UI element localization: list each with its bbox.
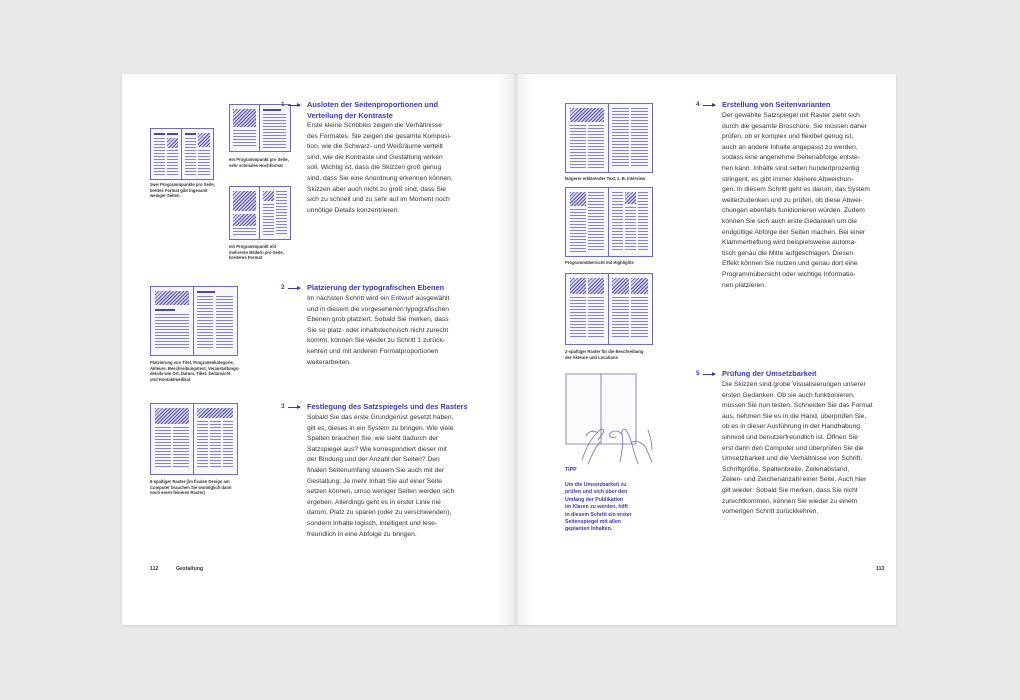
section-body: Der gewählte Satzspiegel mit Raster zieht sich durch die gesamte Broschüre. Sie müssen daher prüfen, ob er komplex und flexibel genug ist, auch an andere Inhalte angepasst zu werden, sodass eine angenehme Seitenabfolge entste- hen kann. Inhalte sind selten hundertprozentig stringent, es gibt immer kleinere Abweichun- gen. In diesem Schritt geht es darum, das System weiterzudenken und zu prüfen, ob diese Abwei- chungen ebenfalls funktionieren würden. Zudem können Sie sich auch erste Gedanken um die endgültige Abfolge der Seiten machen. Bei einer Klammerheftung wird beispielsweise automa- tisch genau die Mitte aufgeschlagen. Diesen Effekt können Sie nutzen und genau dort eine Programmübersicht oder wichtige Informatio- nen platzieren. (722, 112, 870, 289)
caption-thumb-h: 2-spaltiger Raster für die Beschreibung der Akteure und Locations (565, 349, 644, 360)
caption-thumb-a: zwei Programmpunkte pro Seite, breites Format gibt Ingesamt weniger Seiten (150, 182, 215, 199)
caption-thumb-g: Programmübersicht mit Highlights (565, 260, 634, 265)
section-number: 5 (696, 370, 700, 377)
caption-thumb-c: ein Programmpunkt mit mehreren Bildern pro Seite, breiteres Format (229, 244, 284, 261)
right-page (522, 74, 896, 625)
arrow-icon (703, 374, 715, 375)
section-number: 2 (281, 284, 285, 291)
sketch-thumbnail-two-column (565, 273, 653, 345)
caption-thumb-d: Platzierung von Titel, Programmkategorie, Akteure, Beschreibungstext, Veranstaltungs- details wie Ort, Datum, Tiket, Zeitansicht und Kontaktmedikal (150, 360, 240, 382)
left-page (122, 74, 496, 625)
arrow-icon (288, 288, 300, 289)
sketch-thumbnail-narrow-portrait (229, 104, 291, 152)
section-body: Sobald Sie das erste Grundgerüst gesetzt haben, gilt es, dieses in ein System zu bringen. Wie viele Spalten brauchen Sie, wie sieht dadurch der Satzspiegel aus? Wie korrespondiert dieser mit der Bindung und der Anzahl der Seiten? Den finalen Seitenumfang steuern Sie auch mit der Gestaltung: Je mehr Inhalt Sie auf einer Seite setzen können, umso weniger Seiten werden sich ergeben. Allerdings geht es in erster Linie nie darum, Platz zu sparen (oder zu verschwenden), sondern Inhalte logisch, intelligent und lese- freundlich in eine Abfolge zu bringen. (307, 414, 455, 538)
running-footer: Gestaltung (176, 566, 204, 572)
sketch-thumbnail-program-overview (565, 187, 653, 257)
book-spread (122, 74, 896, 625)
sketch-thumbnail-multiple-images (229, 186, 291, 240)
arrow-icon (703, 105, 715, 106)
section-title: Ausloten der Seitenproportionen und Verteilung der Kontraste (307, 100, 438, 120)
section-number: 4 (696, 101, 700, 108)
section-number: 3 (281, 403, 285, 410)
section-number: 1 (281, 101, 285, 108)
page-number: 112 (150, 566, 159, 572)
arrow-icon (288, 105, 300, 106)
tip-text: Um die Umsetzbarkeit zu prüfen und sich über den Umfang der Publikation im Klaren zu werden, hilft in diesem Schritt ein erster Seitenspiegel mit allen geplanten Inhalten. (565, 482, 632, 533)
section-title: Festlegung des Satzspiegels und des Rasters (307, 402, 468, 411)
sketch-thumbnail-long-text (565, 103, 653, 173)
section-title: Prüfung der Umsetzbarkeit (722, 369, 817, 378)
caption-thumb-b: ein Programmpunkt pro Seite, sehr schmales Hochformat (229, 157, 289, 168)
sketch-thumbnail-six-column-grid (150, 403, 238, 475)
sketch-thumbnail-two-per-page (150, 128, 214, 180)
caption-thumb-e: 6-spaltiger Raster (im fixalen Design am Computer brauchen Sie womöglich dann noch einen feineres Raster) (150, 479, 232, 496)
section-body: Die Skizzen sind grobe Visualisierungen unserer ersten Gedanken. Ob sie auch funktionieren, müssen Sie nun testen. Schneiden Sie das Format aus, nehmen Sie es in die Hand, überprüfen Sie, ob es in dieser Ausführung in der Handhabung sinnvoll und benutzerfreundlich ist. Öffnen Sie erst dann den Computer und überprüfen Sie die Umsetzbarkeit und die Verhältnisse von Schrift, Schriftgröße, Spaltenbreite, Zeilenabstand, Zeilen- und Zeichenanzahl einer Seite. Auch hier gilt wieder: Sobald Sie merken, dass Sie nicht zurechtkommen, können Sie wieder zu einem vorherigen Schritt zurückkehren. (722, 381, 873, 516)
sketch-thumbnail-typographic-levels (150, 286, 238, 356)
section-title: Platzierung der typografischen Ebenen (307, 283, 445, 292)
section-body: Im nächsten Schritt wird ein Entwurf ausgewählt und in diesem die vorgesehenen typografischen Ebenen grob platziert. Sobald Sie merken, dass Sie so platz- oder inhaltstechnisch nicht zurecht kommt, können Sie wieder zu Schritt 1 zurück- kehren und mit anderen Formatproportionen weiterarbeiten. (307, 295, 450, 366)
page-number: 113 (876, 566, 885, 572)
section-body: Erste kleine Scribbles zeigen die Verhältnisse des Formates. Sie zeigen die gesamte Komposi- tion, wie die Schwarz- und Weißräume verteilt sind, wie die Kontraste und Gestaltung wirken soll. Wichtig ist, dass die Skizzen groß genug sind, dass Sie eine Anordnung erkennen können, Skizzen aber auch nicht zu groß sind, dass Sie sich zu schnell und zu sehr auf im Moment noch unnötige Details konzentrieren. (307, 122, 453, 214)
arrow-icon (288, 407, 300, 408)
tip-label: TIPP (565, 467, 577, 473)
section-title: Erstellung von Seitenvarianten (722, 100, 831, 109)
hands-holding-booklet-illustration (562, 370, 658, 468)
caption-thumb-f: längerer erklärender Text, z. B. Interview (565, 176, 646, 181)
